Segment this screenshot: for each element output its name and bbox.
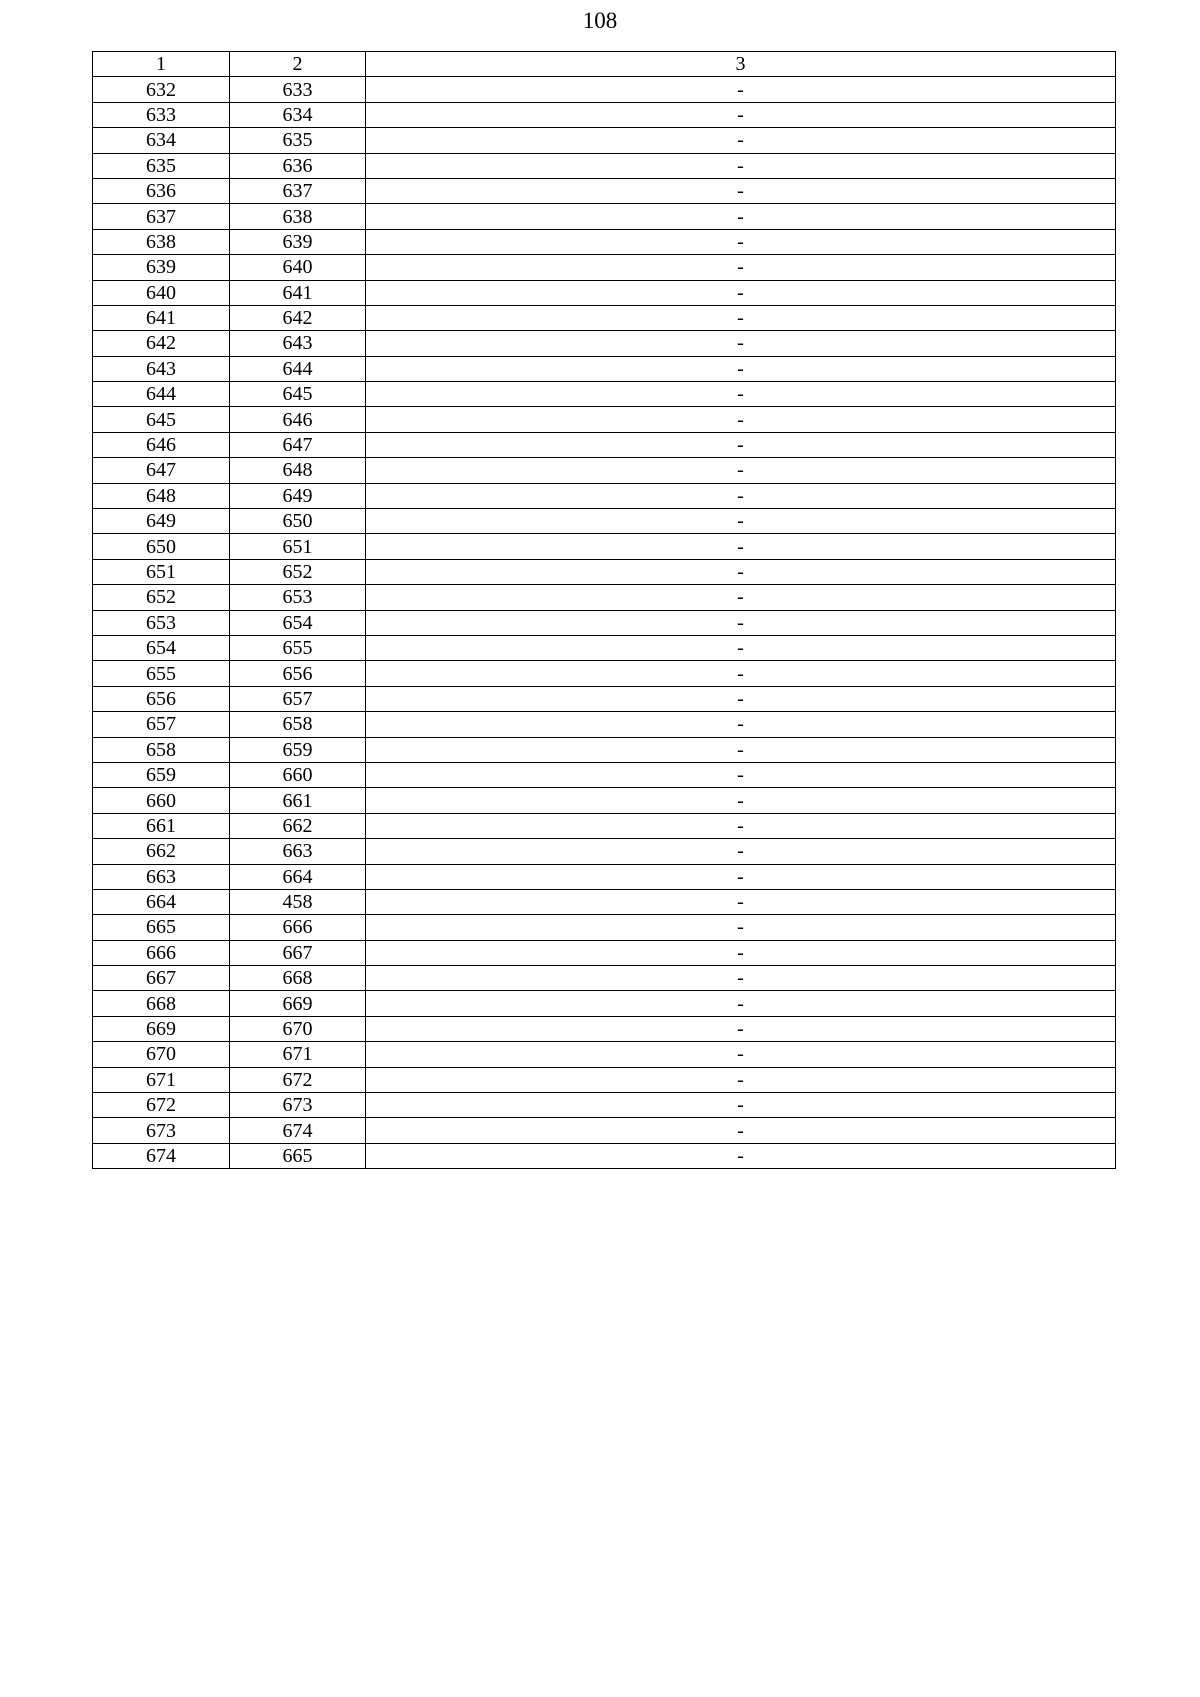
table-row bbox=[93, 128, 1116, 153]
table-cell-col-3: - bbox=[366, 128, 1116, 153]
table-cell-col-3: - bbox=[366, 102, 1116, 127]
table-row bbox=[93, 686, 1116, 711]
table-cell-col-2: 649 bbox=[230, 483, 366, 508]
table-cell-col-1: 667 bbox=[93, 966, 230, 991]
table-cell-col-3: - bbox=[366, 356, 1116, 381]
table-cell-col-3: - bbox=[366, 331, 1116, 356]
table-row bbox=[93, 864, 1116, 889]
table-cell-col-1: 643 bbox=[93, 356, 230, 381]
table-cell-col-2: 656 bbox=[230, 661, 366, 686]
table-cell-col-3: - bbox=[366, 77, 1116, 102]
header-cell-3: 3 bbox=[366, 52, 1116, 77]
table-cell-col-3: - bbox=[366, 559, 1116, 584]
table-cell-col-1: 665 bbox=[93, 915, 230, 940]
table-cell-col-2: 655 bbox=[230, 635, 366, 660]
table-cell-col-1: 635 bbox=[93, 153, 230, 178]
table-cell-col-1: 669 bbox=[93, 1016, 230, 1041]
table-cell-col-1: 670 bbox=[93, 1042, 230, 1067]
table-cell-col-2: 660 bbox=[230, 762, 366, 787]
table-cell-col-3: - bbox=[366, 762, 1116, 787]
table-cell-col-3: - bbox=[366, 889, 1116, 914]
table-cell-col-2: 638 bbox=[230, 204, 366, 229]
table-cell-col-1: 660 bbox=[93, 788, 230, 813]
table-row bbox=[93, 204, 1116, 229]
table-cell-col-3: - bbox=[366, 864, 1116, 889]
table-cell-col-2: 645 bbox=[230, 382, 366, 407]
table-cell-col-1: 644 bbox=[93, 382, 230, 407]
table-cell-col-1: 658 bbox=[93, 737, 230, 762]
table-cell-col-2: 634 bbox=[230, 102, 366, 127]
table-row bbox=[93, 585, 1116, 610]
table-cell-col-1: 638 bbox=[93, 229, 230, 254]
table-row bbox=[93, 458, 1116, 483]
table-row bbox=[93, 966, 1116, 991]
table-row bbox=[93, 635, 1116, 660]
table-cell-col-3: - bbox=[366, 280, 1116, 305]
table-cell-col-2: 639 bbox=[230, 229, 366, 254]
table-cell-col-3: - bbox=[366, 661, 1116, 686]
table-row bbox=[93, 737, 1116, 762]
table-cell-col-3: - bbox=[366, 585, 1116, 610]
table-cell-col-1: 662 bbox=[93, 839, 230, 864]
table-cell-col-2: 644 bbox=[230, 356, 366, 381]
table-cell-col-2: 672 bbox=[230, 1067, 366, 1092]
table-cell-col-2: 642 bbox=[230, 305, 366, 330]
table-cell-col-1: 649 bbox=[93, 509, 230, 534]
table-cell-col-1: 664 bbox=[93, 889, 230, 914]
table-row bbox=[93, 712, 1116, 737]
table-cell-col-1: 674 bbox=[93, 1143, 230, 1168]
table-cell-col-1: 673 bbox=[93, 1118, 230, 1143]
table-cell-col-1: 632 bbox=[93, 77, 230, 102]
table-cell-col-1: 636 bbox=[93, 178, 230, 203]
table-row bbox=[93, 305, 1116, 330]
table-cell-col-2: 671 bbox=[230, 1042, 366, 1067]
table-cell-col-2: 652 bbox=[230, 559, 366, 584]
table-cell-col-1: 668 bbox=[93, 991, 230, 1016]
table-cell-col-2: 651 bbox=[230, 534, 366, 559]
table-cell-col-1: 661 bbox=[93, 813, 230, 838]
table-row bbox=[93, 77, 1116, 102]
table-cell-col-1: 653 bbox=[93, 610, 230, 635]
table-row bbox=[93, 382, 1116, 407]
table-cell-col-3: - bbox=[366, 966, 1116, 991]
table-cell-col-1: 654 bbox=[93, 635, 230, 660]
table-row bbox=[93, 1093, 1116, 1118]
table-cell-col-3: - bbox=[366, 1143, 1116, 1168]
header-cell-1: 1 bbox=[93, 52, 230, 77]
table-row bbox=[93, 229, 1116, 254]
table-row bbox=[93, 915, 1116, 940]
table-cell-col-3: - bbox=[366, 229, 1116, 254]
table-cell-col-3: - bbox=[366, 1093, 1116, 1118]
table-cell-col-1: 671 bbox=[93, 1067, 230, 1092]
table-cell-col-3: - bbox=[366, 1016, 1116, 1041]
table-header-row bbox=[93, 52, 1116, 77]
table-row bbox=[93, 509, 1116, 534]
table-row bbox=[93, 610, 1116, 635]
table-row bbox=[93, 1067, 1116, 1092]
table-row bbox=[93, 559, 1116, 584]
table-row bbox=[93, 940, 1116, 965]
table-row bbox=[93, 1118, 1116, 1143]
table-cell-col-2: 458 bbox=[230, 889, 366, 914]
table-row bbox=[93, 839, 1116, 864]
table-cell-col-2: 654 bbox=[230, 610, 366, 635]
table-cell-col-2: 648 bbox=[230, 458, 366, 483]
table-cell-col-2: 653 bbox=[230, 585, 366, 610]
table-row bbox=[93, 991, 1116, 1016]
table-cell-col-3: - bbox=[366, 839, 1116, 864]
table-cell-col-1: 633 bbox=[93, 102, 230, 127]
table-cell-col-1: 650 bbox=[93, 534, 230, 559]
table-cell-col-3: - bbox=[366, 737, 1116, 762]
table-row bbox=[93, 534, 1116, 559]
table-row bbox=[93, 280, 1116, 305]
table-row bbox=[93, 407, 1116, 432]
table-cell-col-2: 657 bbox=[230, 686, 366, 711]
table-cell-col-2: 664 bbox=[230, 864, 366, 889]
table-cell-col-3: - bbox=[366, 991, 1116, 1016]
header-cell-2: 2 bbox=[230, 52, 366, 77]
table-cell-col-3: - bbox=[366, 178, 1116, 203]
table-cell-col-1: 666 bbox=[93, 940, 230, 965]
table-cell-col-2: 665 bbox=[230, 1143, 366, 1168]
table-cell-col-3: - bbox=[366, 813, 1116, 838]
table-cell-col-3: - bbox=[366, 686, 1116, 711]
table-cell-col-3: - bbox=[366, 1118, 1116, 1143]
table-cell-col-3: - bbox=[366, 204, 1116, 229]
table-row bbox=[93, 432, 1116, 457]
table-cell-col-2: 670 bbox=[230, 1016, 366, 1041]
table-cell-col-2: 673 bbox=[230, 1093, 366, 1118]
table-cell-col-2: 659 bbox=[230, 737, 366, 762]
table-cell-col-2: 650 bbox=[230, 509, 366, 534]
table-cell-col-3: - bbox=[366, 915, 1116, 940]
table-cell-col-3: - bbox=[366, 712, 1116, 737]
table-cell-col-2: 646 bbox=[230, 407, 366, 432]
table-row bbox=[93, 1042, 1116, 1067]
table-cell-col-2: 661 bbox=[230, 788, 366, 813]
table-row bbox=[93, 483, 1116, 508]
table-cell-col-1: 641 bbox=[93, 305, 230, 330]
table-cell-col-2: 641 bbox=[230, 280, 366, 305]
table-cell-col-2: 636 bbox=[230, 153, 366, 178]
table-cell-col-3: - bbox=[366, 458, 1116, 483]
table-cell-col-2: 637 bbox=[230, 178, 366, 203]
table-cell-col-1: 659 bbox=[93, 762, 230, 787]
table-cell-col-2: 640 bbox=[230, 255, 366, 280]
table-cell-col-1: 648 bbox=[93, 483, 230, 508]
table-cell-col-3: - bbox=[366, 509, 1116, 534]
table-cell-col-1: 655 bbox=[93, 661, 230, 686]
table-cell-col-3: - bbox=[366, 407, 1116, 432]
table-cell-col-2: 647 bbox=[230, 432, 366, 457]
table-row bbox=[93, 153, 1116, 178]
table-cell-col-1: 640 bbox=[93, 280, 230, 305]
table-cell-col-2: 662 bbox=[230, 813, 366, 838]
table-cell-col-3: - bbox=[366, 1067, 1116, 1092]
table-cell-col-2: 674 bbox=[230, 1118, 366, 1143]
table-cell-col-1: 637 bbox=[93, 204, 230, 229]
table-cell-col-2: 658 bbox=[230, 712, 366, 737]
table-row bbox=[93, 356, 1116, 381]
table-cell-col-3: - bbox=[366, 432, 1116, 457]
table-row bbox=[93, 255, 1116, 280]
table-cell-col-1: 646 bbox=[93, 432, 230, 457]
table-cell-col-3: - bbox=[366, 153, 1116, 178]
table-cell-col-3: - bbox=[366, 610, 1116, 635]
table-cell-col-3: - bbox=[366, 940, 1116, 965]
table-cell-col-1: 657 bbox=[93, 712, 230, 737]
table-row bbox=[93, 1016, 1116, 1041]
table-cell-col-1: 642 bbox=[93, 331, 230, 356]
data-table bbox=[92, 51, 1116, 1169]
table-cell-col-3: - bbox=[366, 635, 1116, 660]
table-cell-col-1: 663 bbox=[93, 864, 230, 889]
table-cell-col-1: 639 bbox=[93, 255, 230, 280]
table-cell-col-1: 645 bbox=[93, 407, 230, 432]
table-cell-col-2: 635 bbox=[230, 128, 366, 153]
table-cell-col-3: - bbox=[366, 788, 1116, 813]
table-cell-col-1: 634 bbox=[93, 128, 230, 153]
table-cell-col-1: 647 bbox=[93, 458, 230, 483]
table-body bbox=[93, 52, 1116, 1169]
table-row bbox=[93, 762, 1116, 787]
table-cell-col-1: 652 bbox=[93, 585, 230, 610]
page-number: 108 bbox=[582, 8, 618, 33]
table-cell-col-2: 633 bbox=[230, 77, 366, 102]
table-row bbox=[93, 102, 1116, 127]
table-row bbox=[93, 889, 1116, 914]
table-cell-col-2: 667 bbox=[230, 940, 366, 965]
table-cell-col-2: 669 bbox=[230, 991, 366, 1016]
table-cell-col-2: 666 bbox=[230, 915, 366, 940]
table-cell-col-1: 651 bbox=[93, 559, 230, 584]
table-cell-col-1: 656 bbox=[93, 686, 230, 711]
table-cell-col-3: - bbox=[366, 305, 1116, 330]
table-cell-col-3: - bbox=[366, 534, 1116, 559]
table-row bbox=[93, 661, 1116, 686]
table-cell-col-3: - bbox=[366, 483, 1116, 508]
table-row bbox=[93, 1143, 1116, 1168]
table-cell-col-3: - bbox=[366, 382, 1116, 407]
table-cell-col-2: 643 bbox=[230, 331, 366, 356]
table-cell-col-2: 668 bbox=[230, 966, 366, 991]
table-row bbox=[93, 813, 1116, 838]
table-cell-col-3: - bbox=[366, 1042, 1116, 1067]
table-cell-col-3: - bbox=[366, 255, 1116, 280]
table-row bbox=[93, 178, 1116, 203]
table-row bbox=[93, 331, 1116, 356]
table-row bbox=[93, 788, 1116, 813]
table-cell-col-1: 672 bbox=[93, 1093, 230, 1118]
table-cell-col-2: 663 bbox=[230, 839, 366, 864]
